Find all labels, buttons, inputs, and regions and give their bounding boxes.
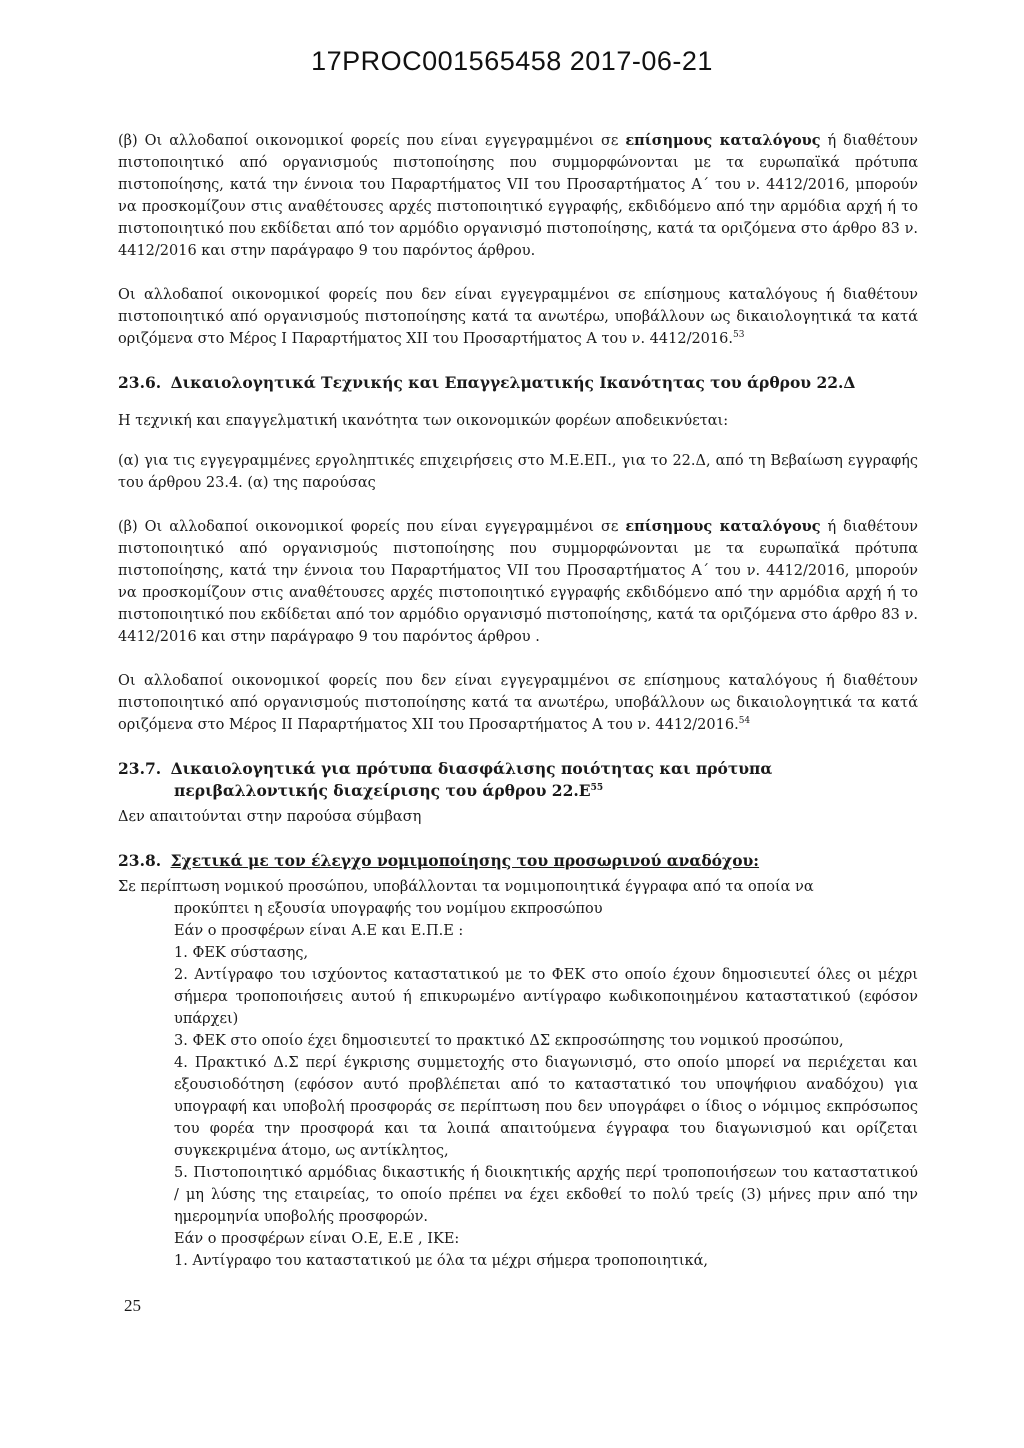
section-heading-23-8 [118,850,918,872]
section-number: 23.8. [118,851,162,870]
footnote-ref: 53 [732,330,745,341]
list-item: 4. Πρακτικό Δ.Σ περί έγκρισης συμμετοχής στο διαγωνισμό, στο οποίο μπορεί να περιέχεται και εξουσιοδότηση (εφόσον αυτό προβλέπεται από το καταστατικό του υποψήφιου αναδόχου) για υπογραφή και υποβολή προσφοράς σε περίπτωση που δεν υπογράφει ο ίδιος ο νόμιμος εκπρόσωπος του φορέα την προσφορά και τα λοιπά απαιτούμενα έγγραφα του διαγωνισμού και ορίζεται συγκεκριμένα άτομο, ως αντίκλητος, [174,1055,918,1159]
paragraph-foreign-1 [118,284,918,350]
list-item: Εάν ο προσφέρων είναι Ο.Ε, Ε.Ε , ΙΚΕ: [174,1231,460,1247]
section-heading-23-6 [118,372,918,394]
paragraph-text: Οι αλλοδαποί οικονομικοί φορείς που δεν είναι εγγεγραμμένοι σε επίσημους καταλόγους ή διαθέτουν πιστοποιητικό από οργανισμούς πιστοποίησης κατά τα ανωτέρω, υποβάλλουν ως δικαιολογητικά τα κατά οριζόμενα στο Μέρος Ι Παραρτήματος XII του Προσαρτήματος Α του ν. 4412/2016. [118,287,918,347]
document-id-header: 17PROC001565458 2017-06-21 [311,46,713,76]
list-item: 1. ΦΕΚ σύστασης, [174,945,309,961]
paragraph-text: Οι αλλοδαποί οικονομικοί φορείς που δεν είναι εγγεγραμμένοι σε επίσημους καταλόγους ή διαθέτουν πιστοποιητικό από οργανισμούς πιστοποίησης κατά τα ανωτέρω, υποβάλλουν ως δικαιολογητικά τα κατά οριζόμενα στο Μέρος ΙΙ Παραρτήματος XII του Προσαρτήματος Α του ν. 4412/2016. [118,673,918,733]
bold-term: επίσημους καταλόγους [625,518,821,535]
paragraph-legal-entity: Σε περίπτωση νομικού προσώπου, υποβάλλονται τα νομιμοποιητικά έγγραφα από τα οποία να [118,879,814,895]
footnote-ref: 55 [590,782,604,793]
paragraph-text: ή διαθέτουν πιστοποιητικό από οργανισμούς πιστοποίησης που συμμορφώνονται με τα ευρωπαϊκά πρότυπα πιστοποίησης, κατά την έννοια του Παραρτήματος VII του Προσαρτήματος Α΄ του ν. 4412/2016, μπορούν να προσκομίζουν στις αναθέτουσες αρχές πιστοποιητικό εγγραφής, εκδιδόμενο από την αρμόδια αρχή ή το πιστοποιητικό που εκδίδεται από τον αρμόδιο οργανισμό πιστοποίησης, κατά τα οριζόμενα στο άρθρο 83 ν. 4412/2016 και στην παράγραφο 9 του παρόντος άρθρου. [118,133,918,259]
paragraph-foreign-2 [118,670,918,736]
paragraph-text: ή διαθέτουν πιστοποιητικό από οργανισμούς πιστοποίησης που συμμορφώνονται με τα ευρωπαϊκά πρότυπα πιστοποίησης, κατά την έννοια του Παραρτήματος VII του Προσαρτήματος Α΄ του ν. 4412/2016, μπορούν να προσκομίζουν στις αναθέτουσες αρχές πιστοποιητικό εγγραφής εκδιδόμενο από την αρμόδια αρχή ή το πιστοποιητικό που εκδίδεται από τον αρμόδιο οργανισμό πιστοποίησης, κατά τα οριζόμενα στο άρθρο 83 ν. 4412/2016 και στην παράγραφο 9 του παρόντος άρθρου . [118,519,918,645]
section-title: Δικαιολογητικά Τεχνικής και Επαγγελματικής Ικανότητας του άρθρου 22.Δ [170,373,856,392]
paragraph-beta-1 [118,130,918,262]
paragraph-beta-2 [118,516,918,648]
list-item: 5. Πιστοποιητικό αρμόδιας δικαστικής ή διοικητικής αρχής περί τροποποιήσεων του καταστατικού / μη λύσης της εταιρείας, το οποίο πρέπει να έχει εκδοθεί το πολύ τρείς (3) μήνες πριν από την ημερομηνία υποβολής προσφορών. [174,1165,918,1225]
list-item: 1. Αντίγραφο του καταστατικού με όλα τα μέχρι σήμερα τροποποιητικά, [174,1253,709,1269]
list-item: 3. ΦΕΚ στο οποίο έχει δημοσιευτεί το πρακτικό ΔΣ εκπροσώπησης του νομικού προσώπου, [174,1033,844,1049]
paragraph-text: (β) Οι αλλοδαποί οικονομικοί φορείς που είναι εγγεγραμμένοι σε [118,519,626,535]
section-title: Σχετικά με τον έλεγχο νομιμοποίησης του προσωρινού αναδόχου: [170,851,760,870]
section-heading-23-7 [118,758,918,802]
list-item: Εάν ο προσφέρων είναι Α.Ε και Ε.Π.Ε : [174,923,464,939]
list-item: 2. Αντίγραφο του ισχύοντος καταστατικού με το ΦΕΚ στο οποίο έχουν δημοσιευτεί όλες οι μέχρι σήμερα τροποποιήσεις αυτού ή επικυρωμένο αντίγραφο κωδικοποιημένου καταστατικού (εφόσον υπάρχει) [174,967,918,1027]
section-title: Δικαιολογητικά για πρότυπα διασφάλισης ποιότητας και πρότυπα περιβαλλοντικής διαχείρισης του άρθρου 22.Ε [170,759,773,800]
section-number: 23.6. [118,373,162,392]
footnote-ref: 54 [738,716,751,727]
bold-term: επίσημους καταλόγους [625,132,821,149]
section-number: 23.7. [118,759,162,778]
paragraph-text: (β) Οι αλλοδαποί οικονομικοί φορείς που είναι εγγεγραμμένοι σε [118,133,626,149]
list-item: προκύπτει η εξουσία υπογραφής του νομίμου εκπροσώπου [174,901,603,917]
requirements-list [174,898,918,1272]
paragraph-not-required: Δεν απαιτούνται στην παρούσα σύμβαση [118,809,422,825]
page-number: 25 [124,1296,141,1315]
page-content [118,130,918,1272]
paragraph-alpha: (α) για τις εγγεγραμμένες εργοληπτικές επιχειρήσεις στο Μ.Ε.ΕΠ., για το 22.Δ, από τη Βεβαίωση εγγραφής του άρθρου 23.4. (α) της παρούσας [118,453,918,491]
paragraph-intro: Η τεχνική και επαγγελματική ικανότητα των οικονομικών φορέων αποδεικνύεται: [118,413,729,429]
